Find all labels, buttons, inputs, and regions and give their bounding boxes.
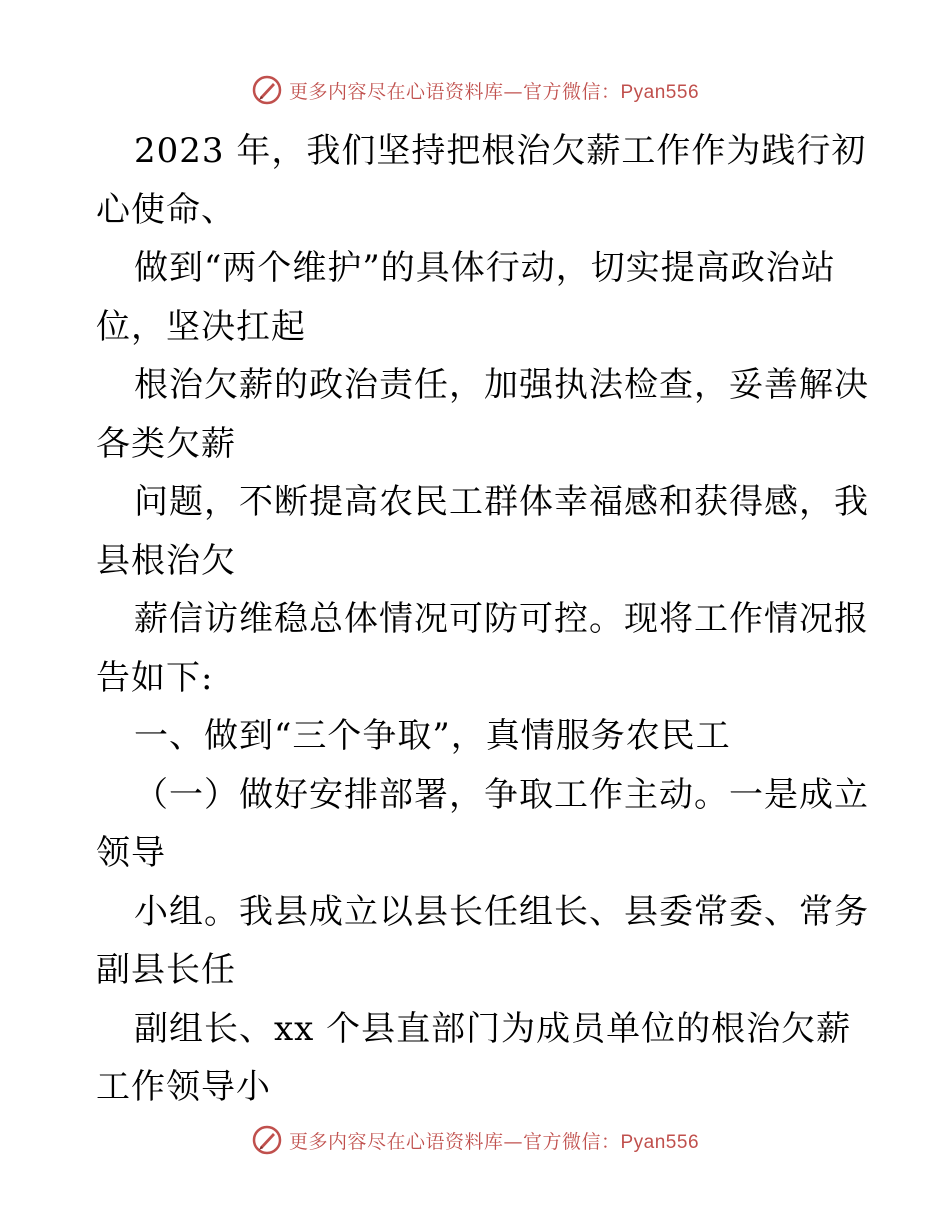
quill-logo-icon <box>251 74 283 106</box>
footer-watermark <box>0 1118 950 1162</box>
watermark-text: 更多内容尽在心语资料库—官方微信：Pyan556 <box>288 1130 700 1153</box>
body-line: 根治欠薪的政治责任，加强执法检查，妥善解决 <box>134 365 869 405</box>
body-line: 问题，不断提高农民工群体幸福感和获得感，我 <box>134 482 869 522</box>
watermark-text: 更多内容尽在心语资料库—官方微信：Pyan556 <box>288 80 700 103</box>
section-heading: 一、做到“三个争取”，真情服务农民工 <box>134 716 731 756</box>
body-line: 工作领导小 <box>96 1067 271 1107</box>
body-line: 县根治欠 <box>96 540 236 581</box>
body-text <box>96 122 869 1117</box>
header-watermark <box>0 68 950 112</box>
body-line: 心使命、 <box>96 189 236 230</box>
body-line: 2023 年，我们坚持把根治欠薪工作作为践行初 <box>134 131 867 171</box>
body-line: 副组长、xx 个县直部门为成员单位的根治欠薪 <box>134 1008 852 1049</box>
body-line: 位，坚决扛起 <box>96 306 306 347</box>
subsection-line: （一）做好安排部署，争取工作主动。一是成立 <box>134 774 869 815</box>
body-line: 薪信访维稳总体情况可防可控。现将工作情况报 <box>134 599 869 639</box>
body-line: 告如下: <box>96 657 214 698</box>
body-line: 小组。我县成立以县长任组长、县委常委、常务 <box>134 891 869 932</box>
body-line: 各类欠薪 <box>96 423 236 464</box>
quill-logo-icon <box>251 1124 283 1156</box>
body-line: 领导 <box>96 833 166 873</box>
body-line: 副县长任 <box>96 950 236 990</box>
body-line: 做到“两个维护”的具体行动，切实提高政治站 <box>134 248 836 288</box>
